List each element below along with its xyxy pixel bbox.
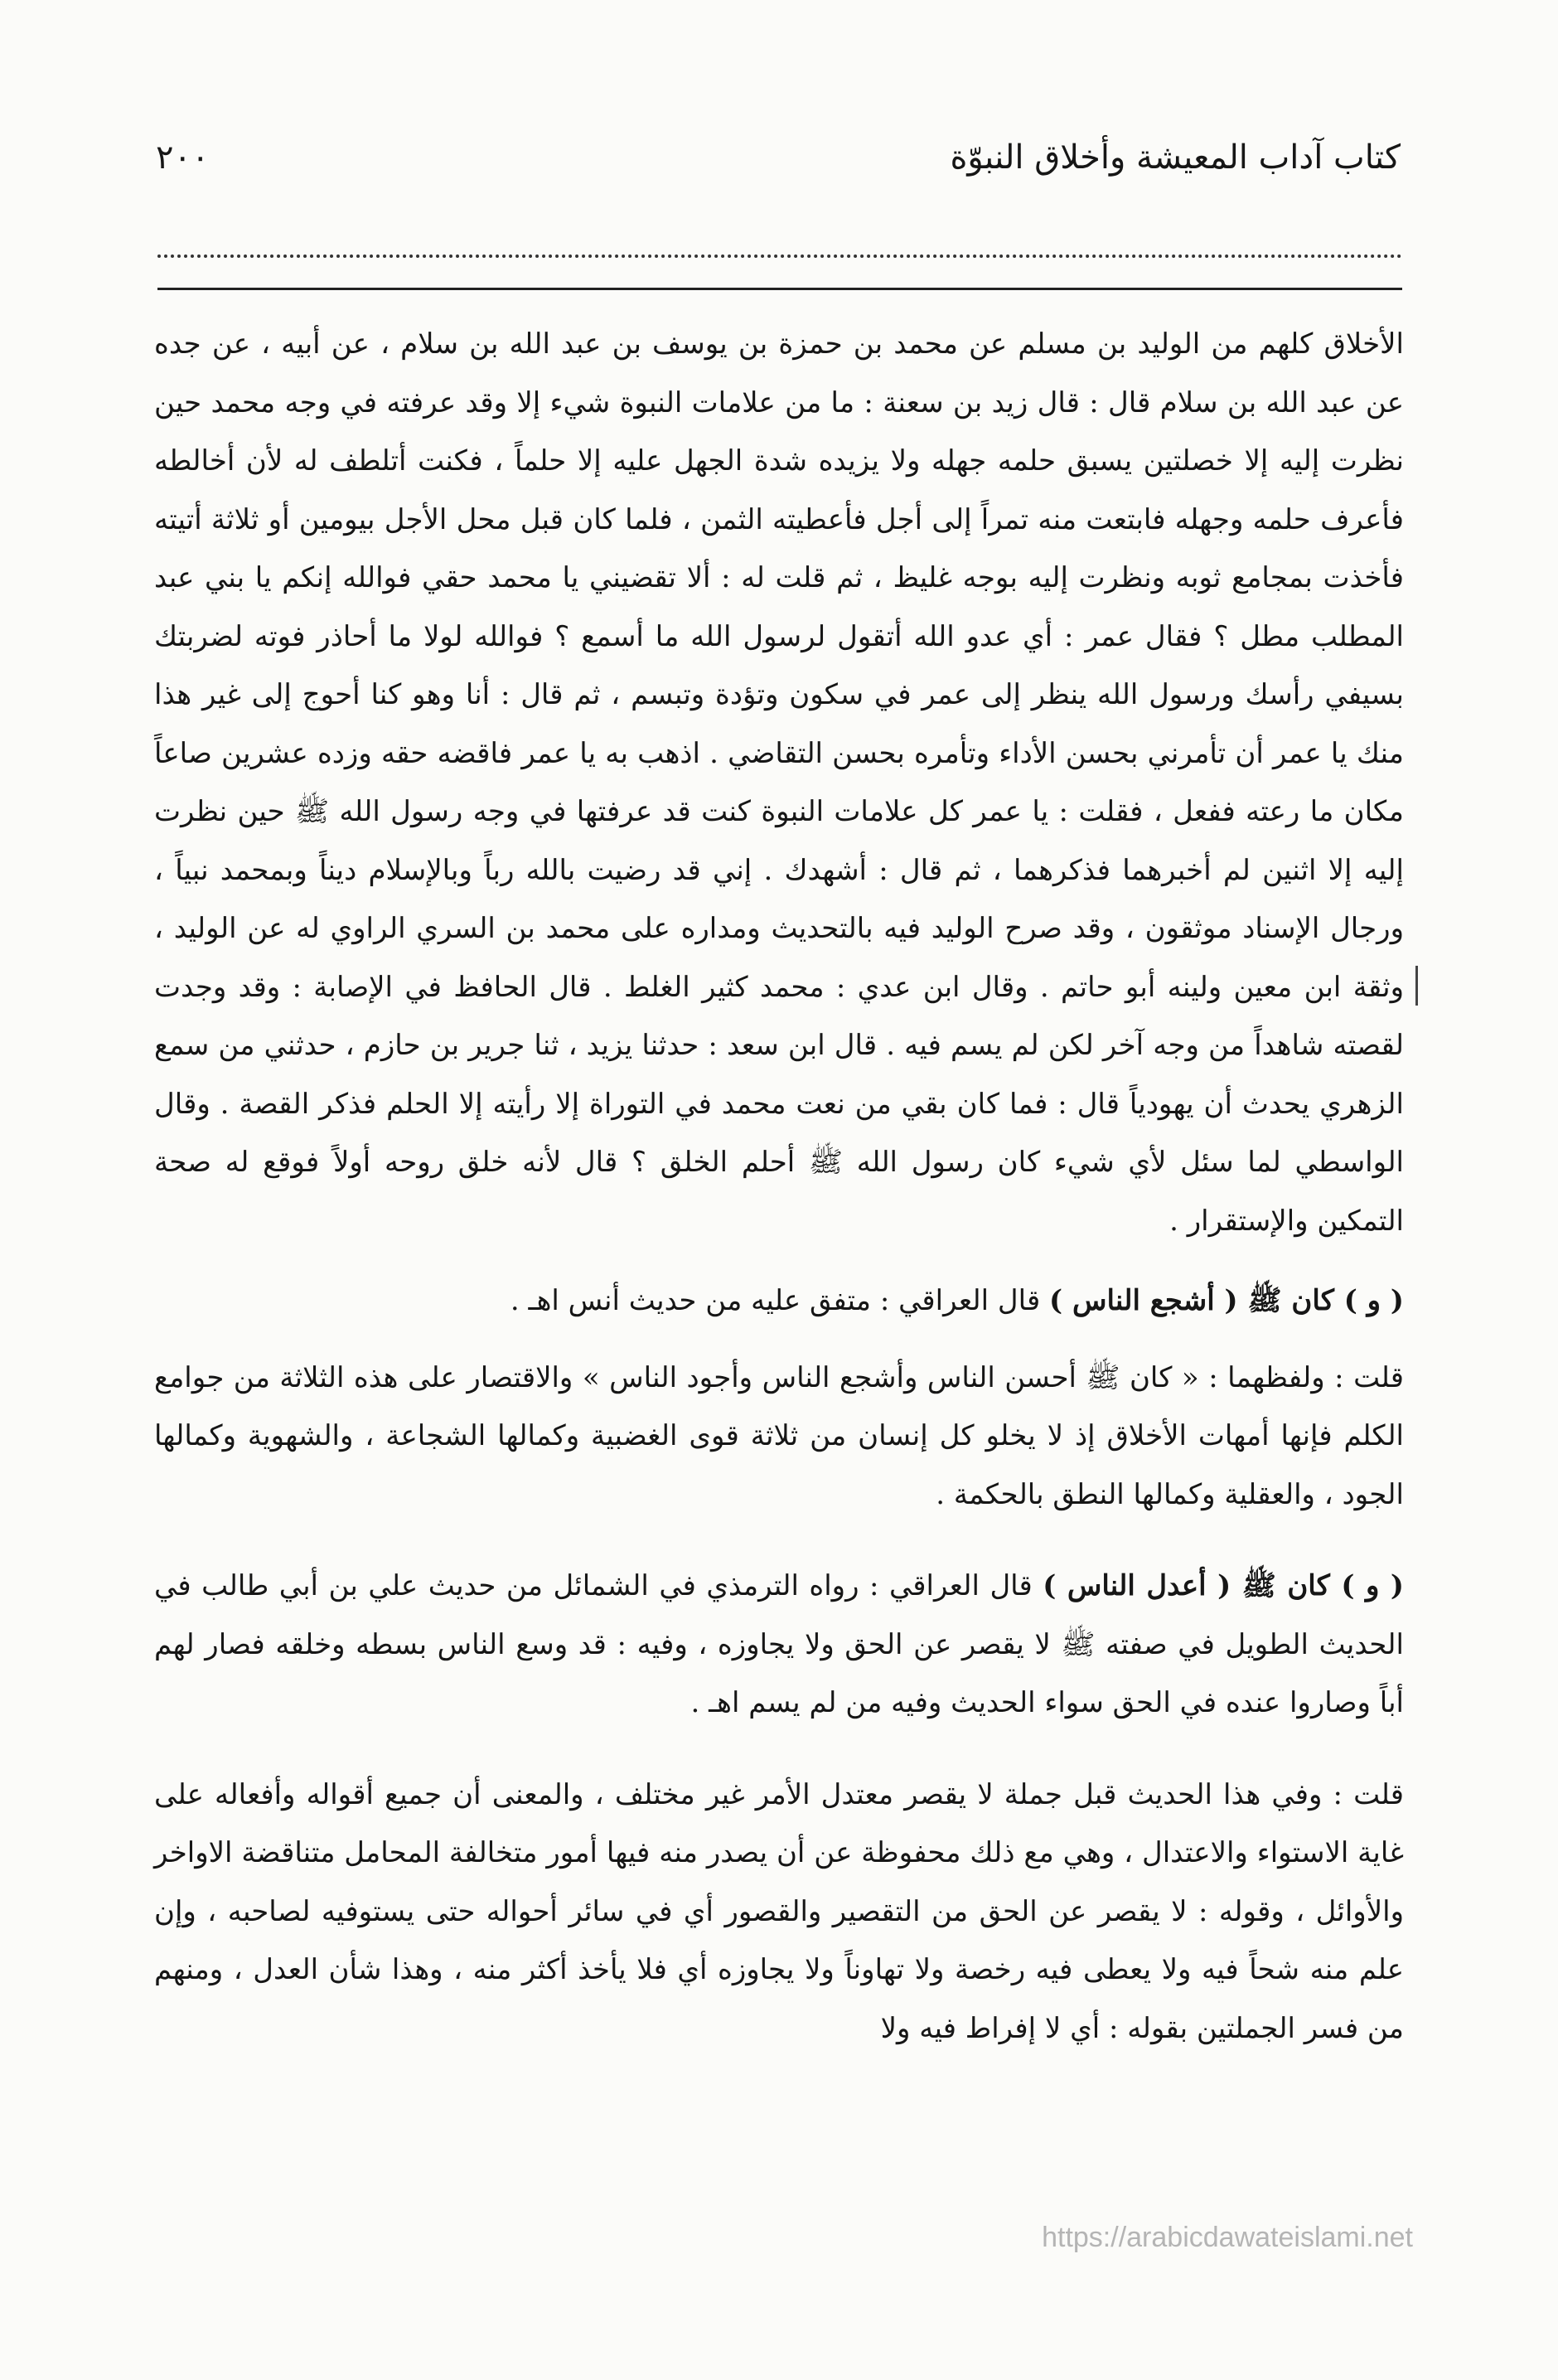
page-body (154, 315, 1404, 2058)
paragraph-2-lead: ( و ) كان ﷺ ( أشجع الناس ) (1049, 1284, 1404, 1317)
page-number: ٢٠٠ (156, 138, 210, 177)
paragraph-1 (154, 315, 1404, 1250)
paragraph-3-text: قلت : ولفظهما : « كان ﷺ أحسن الناس وأشجع الناس وأجود الناس » والاقتصار على هذه الثلاثة من جوامع الكلم فإنها أمهات الأخلاق إذ لا يخلو كل إنسان من ثلاثة قوى الغضبية وكمالها الشجاعة ، والشهوية وكمالها الجود ، والعقلية وكمالها النطق بالحكمة . (154, 1360, 1404, 1511)
paragraph-4 (154, 1557, 1404, 1733)
paragraph-3 (154, 1349, 1404, 1524)
paragraph-5-text: قلت : وفي هذا الحديث قبل جملة لا يقصر معتدل الأمر غير مختلف ، والمعنى أن جميع أقواله وأفعاله على غاية الاستواء والاعتدال ، وهي مع ذلك محفوظة عن أن يصدر منه فيها أمور متخالفة المحامل متناقضة الاواخر والأوائل ، وقوله : لا يقصر عن الحق من التقصير والقصور أي في سائر أحواله حتى يستوفيه لصاحبه ، وإن علم منه شحاً فيه ولا يعطى فيه رخصة ولا تهاوناً ولا يجاوزه أي فلا يأخذ أكثر منه ، وهذا شأن العدل ، ومنهم من فسر الجملتين بقوله : أي لا إفراط فيه ولا (154, 1777, 1404, 2045)
paragraph-4-lead: ( و ) كان ﷺ ( أعدل الناس ) (1043, 1569, 1405, 1602)
paragraph-2 (154, 1272, 1404, 1331)
header-rule (157, 288, 1402, 290)
watermark-url: https://arabicdawateislami.net (1042, 2222, 1413, 2253)
book-title: كتاب آداب المعيشة وأخلاق النبوّة (950, 138, 1401, 177)
scan-edge-mark (1415, 966, 1418, 1006)
paragraph-4-text: قال العراقي : رواه الترمذي في الشمائل من حديث علي بن أبي طالب في الحديث الطويل في صفته ﷺ لا يقصر عن الحق ولا يجاوزه ، وفيه : قد وسع الناس بسطه وخلقه فصار لهم أباً وصاروا عنده في الحق سواء الحديث وفيه من لم يسم اهـ . (154, 1569, 1404, 1719)
page-header (156, 124, 1401, 191)
paragraph-2-text: قال العراقي : متفق عليه من حديث أنس اهـ . (510, 1284, 1050, 1317)
dotted-separator (157, 254, 1402, 258)
paragraph-1-text: الأخلاق كلهم من الوليد بن مسلم عن محمد بن حمزة بن يوسف بن عبد الله بن سلام ، عن أبيه ، عن جده عن عبد الله بن سلام قال : قال زيد بن سعنة : ما من علامات النبوة شيء إلا وقد عرفته في وجه محمد حين نظرت إليه إلا خصلتين يسبق حلمه جهله ولا يزيده شدة الجهل عليه إلا حلماً ، فكنت أتلطف له لأن أخالطه فأعرف حلمه وجهله فابتعت منه تمراً إلى أجل فأعطيته الثمن ، فلما كان قبل محل الأجل بيومين أو ثلاثة أتيته فأخذت بمجامع ثوبه ونظرت إليه بوجه غليظ ، ثم قلت له : ألا تقضيني يا محمد حقي فوالله إنكم يا بني عبد المطلب مطل ؟ فقال عمر : أي عدو الله أتقول لرسول الله ما أسمع ؟ فوالله لولا ما أحاذر فوته لضربتك بسيفي رأسك ورسول الله ينظر إلى عمر في سكون وتؤدة وتبسم ، ثم قال : أنا وهو كنا أحوج إلى غير هذا منك يا عمر أن تأمرني بحسن الأداء وتأمره بحسن التقاضي . اذهب به يا عمر فاقضه حقه وزده عشرين صاعاً مكان ما رعته ففعل ، فقلت : يا عمر كل علامات النبوة كنت قد عرفتها في وجه رسول الله ﷺ حين نظرت إليه إلا اثنين لم أخبرهما فذكرهما ، ثم قال : أشهدك . إني قد رضيت بالله رباً وبالإسلام ديناً وبمحمد نبياً ، ورجال الإسناد موثقون ، وقد صرح الوليد فيه بالتحديث ومداره على محمد بن السري الراوي له عن الوليد ، وثقة ابن معين ولينه أبو حاتم . وقال ابن عدي : محمد كثير الغلط . قال الحافظ في الإصابة : وقد وجدت لقصته شاهداً من وجه آخر لكن لم يسم فيه . قال ابن سعد : حدثنا يزيد ، ثنا جرير بن حازم ، حدثني من سمع الزهري يحدث أن يهودياً قال : فما كان بقي من نعت محمد في التوراة إلا رأيته إلا الحلم فذكر القصة . وقال الواسطي لما سئل لأي شيء كان رسول الله ﷺ أحلم الخلق ؟ قال لأنه خلق روحه أولاً فوقع له صحة التمكين والإستقرار . (154, 327, 1405, 1238)
paragraph-5 (154, 1766, 1404, 2058)
